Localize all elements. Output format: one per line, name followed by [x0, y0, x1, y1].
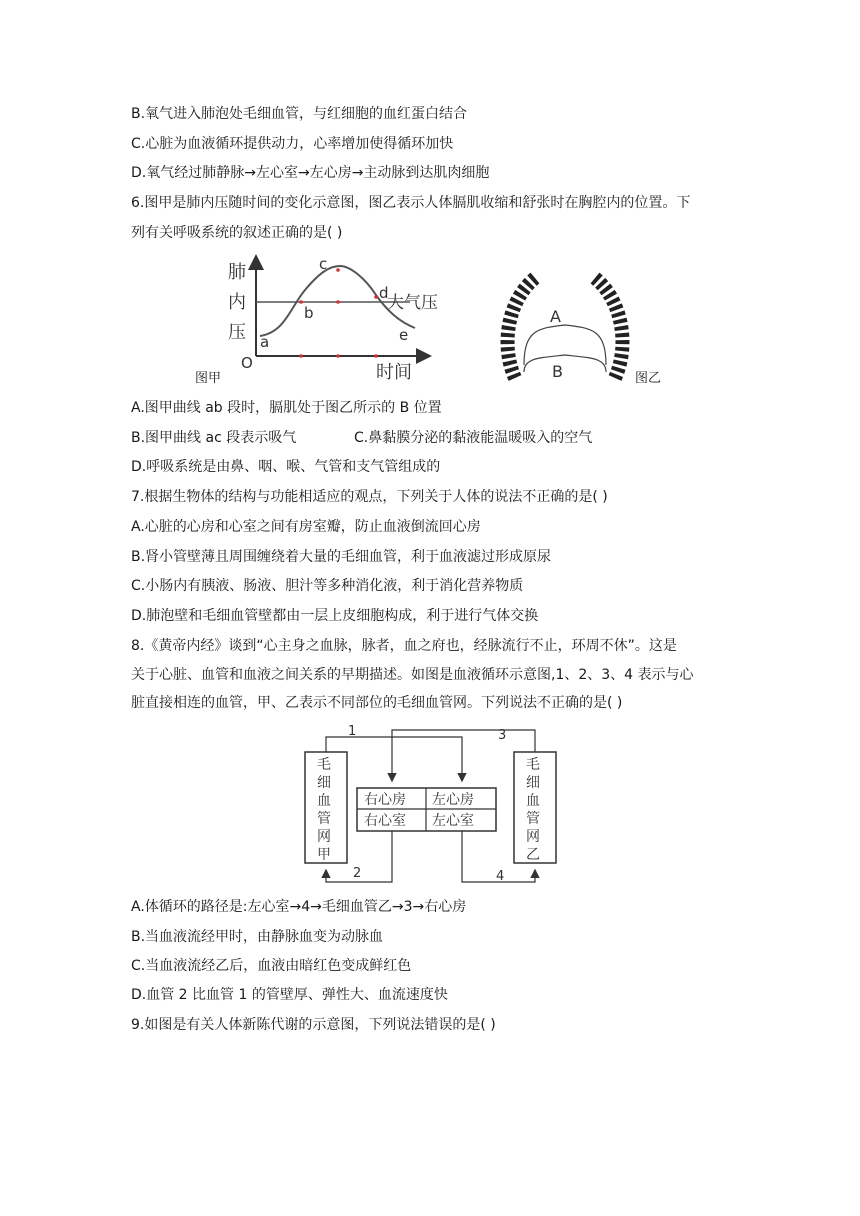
- q6-option-a: A.图甲曲线 ab 段时，膈肌处于图乙所示的 B 位置: [131, 400, 442, 416]
- capillary-jia-char-3: 血: [317, 793, 331, 809]
- point-b: b: [304, 304, 314, 322]
- q7-option-d: D.肺泡壁和毛细血管壁都由一层上皮细胞构成，利于进行气体交换: [131, 608, 539, 624]
- q6-stem-line2: 列有关呼吸系统的叙述正确的是( ): [131, 225, 343, 241]
- vessel-1-label: 1: [348, 724, 357, 739]
- capillary-yi-char-5: 网: [526, 829, 540, 845]
- capillary-jia-char-1: 毛: [317, 757, 331, 773]
- capillary-jia-char-5: 网: [317, 829, 331, 845]
- atm-label: 大气压: [387, 293, 438, 313]
- capillary-yi-char-4: 管: [526, 811, 540, 827]
- q8-option-d: D.血管 2 比血管 1 的管壁厚、弹性大、血流速度快: [131, 987, 448, 1003]
- capillary-yi-char-3: 血: [526, 793, 540, 809]
- q7-option-b: B.肾小管壁薄且周围缠绕着大量的毛细血管，利于血液滤过形成原尿: [131, 549, 552, 565]
- q5-option-b: B.氧气进入肺泡处毛细血管，与红细胞的血红蛋白结合: [131, 106, 468, 122]
- q7-stem: 7.根据生物体的结构与功能相适应的观点，下列关于人体的说法不正确的是( ): [131, 489, 608, 505]
- point-c: c: [319, 255, 328, 273]
- capillary-yi-char-6: 乙: [526, 847, 540, 863]
- q9-stem: 9.如图是有关人体新陈代谢的示意图，下列说法错误的是( ): [131, 1017, 496, 1033]
- vessel-2-label: 2: [353, 866, 362, 881]
- origin-label: O: [241, 354, 253, 372]
- capillary-jia-char-6: 甲: [317, 847, 331, 863]
- q8-option-a: A.体循环的路径是:左心室→4→毛细血管乙→3→右心房: [131, 899, 467, 915]
- figure-jia-pressure-graph: [190, 250, 440, 385]
- label-b: B: [552, 362, 563, 381]
- figure-yi-caption: 图乙: [635, 371, 662, 386]
- q8-stem-line3: 脏直接相连的血管，甲、乙表示不同部位的毛细血管网。下列说法不正确的是( ): [131, 695, 623, 711]
- point-d: d: [379, 284, 389, 302]
- q8-option-c: C.当血液流经乙后，血液由暗红色变成鲜红色: [131, 958, 412, 974]
- capillary-jia-char-2: 细: [317, 775, 331, 791]
- capillary-yi-char-1: 毛: [526, 757, 540, 773]
- y-label-1: 肺: [228, 262, 246, 283]
- q6-option-b: B.图甲曲线 ac 段表示吸气: [131, 430, 297, 446]
- q5-option-d: D.氧气经过肺静脉→左心室→左心房→主动脉到达肌肉细胞: [131, 165, 490, 181]
- q5-option-c: C.心脏为血液循环提供动力，心率增加使得循环加快: [131, 136, 454, 152]
- figure-jia-caption: 图甲: [195, 371, 222, 386]
- capillary-jia-char-4: 管: [317, 811, 331, 827]
- capillary-yi-char-2: 细: [526, 775, 540, 791]
- q6-option-c: C.鼻黏膜分泌的黏液能温暖吸入的空气: [354, 430, 593, 446]
- vessel-3-label: 3: [498, 728, 507, 743]
- left-ventricle-label: 左心室: [432, 813, 474, 829]
- right-ventricle-label: 右心室: [364, 813, 406, 829]
- left-atrium-label: 左心房: [432, 792, 474, 808]
- q7-option-c: C.小肠内有胰液、肠液、胆汁等多种消化液，利于消化营养物质: [131, 578, 524, 594]
- right-atrium-label: 右心房: [364, 792, 406, 808]
- q6-option-d: D.呼吸系统是由鼻、咽、喉、气管和支气管组成的: [131, 459, 441, 475]
- point-e: e: [399, 326, 409, 344]
- y-label-2: 内: [228, 292, 246, 313]
- y-label-3: 压: [228, 322, 246, 343]
- q7-option-a: A.心脏的心房和心室之间有房室瓣，防止血液倒流回心房: [131, 519, 481, 535]
- q6-stem-line1: 6.图甲是肺内压随时间的变化示意图，图乙表示人体膈肌收缩和舒张时在胸腔内的位置。下: [131, 195, 691, 211]
- q8-stem-line1: 8.《黄帝内经》谈到“心主身之血脉，脉者，血之府也，经脉流行不止，环周不休”。这是: [131, 638, 677, 654]
- x-axis-label: 时间: [376, 362, 412, 383]
- vessel-4-label: 4: [496, 869, 505, 884]
- label-a: A: [550, 307, 561, 326]
- blood-circulation-diagram: [300, 722, 562, 888]
- figure-yi-diaphragm: [490, 270, 640, 385]
- point-a: a: [260, 333, 270, 351]
- q8-stem-line2: 关于心脏、血管和血液之间关系的早期描述。如图是血液循环示意图,1、2、3、4 表示与心: [131, 667, 694, 683]
- q8-option-b: B.当血液流经甲时，由静脉血变为动脉血: [131, 929, 384, 945]
